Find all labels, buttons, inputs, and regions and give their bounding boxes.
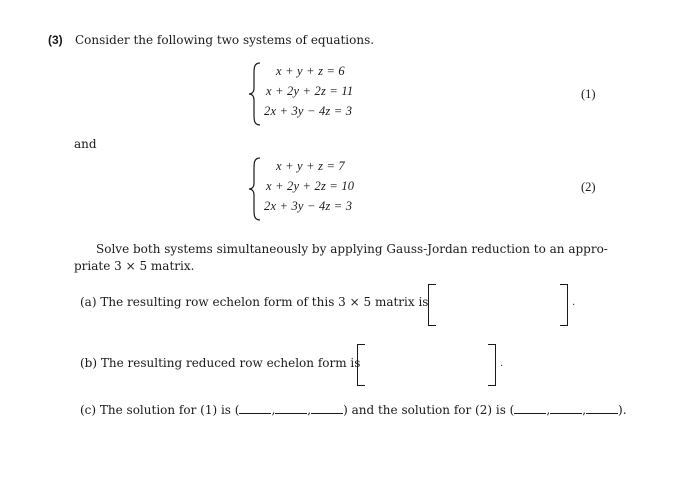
- part-c-prefix: (c) The solution for (1) is (: [80, 403, 240, 417]
- part-b-matrix-right-bracket: [488, 344, 496, 386]
- part-a-matrix-left-bracket: [428, 284, 436, 326]
- part-b-text: (b) The resulting reduced row echelon form is: [80, 356, 361, 370]
- instruction-line-1: Solve both systems simultaneously by applying Gauss-Jordan reduction to an appro-: [96, 242, 608, 256]
- part-a-matrix-right-bracket: [560, 284, 568, 326]
- separator: ,: [582, 403, 587, 417]
- system-2-label: (2): [581, 180, 596, 194]
- system-1-equation-2: x + 2y + 2z = 11: [266, 84, 354, 98]
- left-brace-icon: [248, 62, 262, 126]
- system-1-equation-1: x + y + z = 6: [276, 64, 345, 78]
- connector-text: and: [74, 137, 97, 151]
- solution-1-z-blank[interactable]: [311, 402, 343, 414]
- system-2-equation-3: 2x + 3y − 4z = 3: [264, 199, 353, 213]
- part-a-matrix-answer-area[interactable]: [438, 284, 560, 324]
- separator: ,: [271, 403, 276, 417]
- solution-2-y-blank[interactable]: [550, 402, 582, 414]
- system-1-equation-3: 2x + 3y − 4z = 3: [264, 104, 353, 118]
- part-a-text: (a) The resulting row echelon form of this 3 × 5 matrix is: [80, 295, 429, 309]
- system-2-equation-1: x + y + z = 7: [276, 159, 345, 173]
- part-c: [80, 402, 627, 417]
- part-b-matrix-left-bracket: [357, 344, 365, 386]
- solution-1-x-blank[interactable]: [239, 402, 271, 414]
- system-1-label: (1): [581, 87, 596, 101]
- separator: ,: [307, 403, 312, 417]
- question-intro: Consider the following two systems of equations.: [75, 33, 375, 47]
- part-c-end: ).: [618, 403, 627, 417]
- system-2-equation-2: x + 2y + 2z = 10: [266, 179, 355, 193]
- question-number: (3): [48, 33, 63, 47]
- instruction-line-2: priate 3 × 5 matrix.: [74, 259, 195, 273]
- left-brace-icon: [248, 157, 262, 221]
- separator: ,: [546, 403, 551, 417]
- part-a-end: .: [572, 297, 576, 308]
- part-b-end: .: [500, 358, 504, 369]
- part-c-middle: ) and the solution for (2) is (: [343, 403, 515, 417]
- solution-1-y-blank[interactable]: [275, 402, 307, 414]
- part-b-matrix-answer-area[interactable]: [367, 344, 488, 384]
- solution-2-z-blank[interactable]: [586, 402, 618, 414]
- solution-2-x-blank[interactable]: [514, 402, 546, 414]
